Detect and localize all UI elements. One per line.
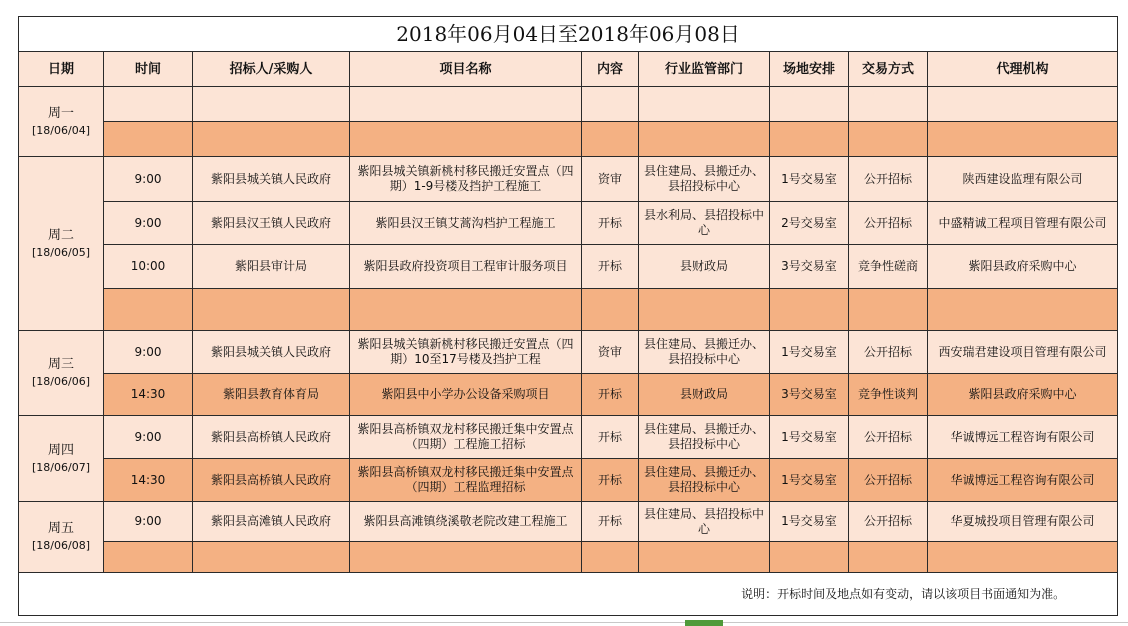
day-date: [18/06/08] <box>32 539 90 552</box>
cell-time: 9:00 <box>104 502 193 542</box>
day-name: 周五 <box>47 521 74 536</box>
cell-agency: 紫阳县政府采购中心 <box>928 245 1118 289</box>
table-row <box>19 202 1118 245</box>
cell-project: 紫阳县政府投资项目工程审计服务项目 <box>350 245 582 289</box>
cell-project: 紫阳县高滩镇绕溪敬老院改建工程施工 <box>350 502 582 542</box>
cell-owner: 紫阳县审计局 <box>193 245 350 289</box>
day-tuesday <box>19 157 104 331</box>
day-date: [18/06/04] <box>32 123 90 137</box>
day-thursday <box>19 416 104 502</box>
table-row <box>19 157 1118 202</box>
schedule-title: 2018年06月04日至2018年06月08日 <box>19 17 1118 52</box>
day-date: [18/06/06] <box>32 375 90 388</box>
cell-content: 资审 <box>582 331 639 374</box>
day-name: 周四 <box>47 442 74 458</box>
day-name: 周二 <box>47 227 74 243</box>
header-owner: 招标人/采购人 <box>193 52 350 87</box>
scroll-indicator[interactable] <box>685 620 723 626</box>
header-date: 日期 <box>19 52 104 87</box>
table-row <box>19 289 1118 331</box>
cell-method: 公开招标 <box>849 331 928 374</box>
cell-content: 开标 <box>582 459 639 502</box>
cell-venue: 1号交易室 <box>770 502 849 542</box>
table-row <box>19 416 1118 459</box>
day-date: [18/06/05] <box>32 245 90 259</box>
cell-content: 开标 <box>582 202 639 245</box>
cell-owner: 紫阳县高桥镇人民政府 <box>193 459 350 502</box>
cell-method: 公开招标 <box>849 157 928 202</box>
table-row <box>19 87 1118 122</box>
cell-method: 公开招标 <box>849 416 928 459</box>
cell-agency: 华夏城投项目管理有限公司 <box>928 502 1118 542</box>
cell-project: 紫阳县城关镇新桃村移民搬迁安置点（四期）10至17号楼及挡护工程 <box>350 331 582 374</box>
cell-dept: 县住建局、县搬迁办、县招投标中心 <box>639 416 770 459</box>
cell-venue: 1号交易室 <box>770 416 849 459</box>
cell-content: 开标 <box>582 502 639 542</box>
cell-venue: 3号交易室 <box>770 245 849 289</box>
table-row <box>19 542 1118 573</box>
cell-method: 公开招标 <box>849 459 928 502</box>
cell-agency: 中盛精诚工程项目管理有限公司 <box>928 202 1118 245</box>
cell-content: 开标 <box>582 374 639 416</box>
cell-method: 公开招标 <box>849 202 928 245</box>
cell-project: 紫阳县城关镇新桃村移民搬迁安置点（四期）1-9号楼及挡护工程施工 <box>350 157 582 202</box>
table-row <box>19 122 1118 157</box>
day-name: 周三 <box>47 357 74 372</box>
table-row <box>19 245 1118 289</box>
cell-dept: 县住建局、县搬迁办、县招投标中心 <box>639 459 770 502</box>
header-agency: 代理机构 <box>928 52 1118 87</box>
cell-venue: 2号交易室 <box>770 202 849 245</box>
cell-dept: 县住建局、县搬迁办、县招投标中心 <box>639 331 770 374</box>
cell-method: 公开招标 <box>849 502 928 542</box>
cell-venue: 3号交易室 <box>770 374 849 416</box>
cell-dept: 县水利局、县招投标中心 <box>639 202 770 245</box>
cell-dept: 县住建局、县搬迁办、县招投标中心 <box>639 157 770 202</box>
cell-agency: 陕西建设监理有限公司 <box>928 157 1118 202</box>
cell-content: 开标 <box>582 245 639 289</box>
cell-time: 14:30 <box>104 459 193 502</box>
cell-project: 紫阳县高桥镇双龙村移民搬迁集中安置点（四期）工程监理招标 <box>350 459 582 502</box>
cell-time: 14:30 <box>104 374 193 416</box>
table-row <box>19 459 1118 502</box>
cell-project: 紫阳县高桥镇双龙村移民搬迁集中安置点（四期）工程施工招标 <box>350 416 582 459</box>
day-monday <box>19 87 104 157</box>
header-row <box>19 52 1118 87</box>
cell-venue: 1号交易室 <box>770 157 849 202</box>
cell-venue: 1号交易室 <box>770 331 849 374</box>
cell-agency: 紫阳县政府采购中心 <box>928 374 1118 416</box>
header-time: 时间 <box>104 52 193 87</box>
header-dept: 行业监管部门 <box>639 52 770 87</box>
cell-project: 紫阳县中小学办公设备采购项目 <box>350 374 582 416</box>
day-date: [18/06/07] <box>32 460 90 474</box>
schedule-table <box>18 16 1118 616</box>
header-content: 内容 <box>582 52 639 87</box>
cell-dept: 县财政局 <box>639 245 770 289</box>
cell-owner: 紫阳县高桥镇人民政府 <box>193 416 350 459</box>
cell-project: 紫阳县汉王镇艾蒿沟档护工程施工 <box>350 202 582 245</box>
cell-content: 开标 <box>582 416 639 459</box>
cell-owner: 紫阳县高滩镇人民政府 <box>193 502 350 542</box>
cell-time: 9:00 <box>104 202 193 245</box>
schedule-note: 说明：开标时间及地点如有变动，请以该项目书面通知为准。 <box>19 573 1118 616</box>
cell-dept: 县住建局、县招投标中心 <box>639 502 770 542</box>
table-row <box>19 374 1118 416</box>
cell-dept: 县财政局 <box>639 374 770 416</box>
cell-agency: 西安瑞君建设项目管理有限公司 <box>928 331 1118 374</box>
day-friday <box>19 502 104 573</box>
cell-owner: 紫阳县城关镇人民政府 <box>193 331 350 374</box>
table-row <box>19 502 1118 542</box>
cell-time: 10:00 <box>104 245 193 289</box>
header-project: 项目名称 <box>350 52 582 87</box>
cell-agency: 华诚博远工程咨询有限公司 <box>928 416 1118 459</box>
cell-owner: 紫阳县汉王镇人民政府 <box>193 202 350 245</box>
day-wednesday <box>19 331 104 416</box>
cell-owner: 紫阳县城关镇人民政府 <box>193 157 350 202</box>
cell-agency: 华诚博远工程咨询有限公司 <box>928 459 1118 502</box>
day-name: 周一 <box>47 105 74 121</box>
cell-method: 竞争性磋商 <box>849 245 928 289</box>
header-venue: 场地安排 <box>770 52 849 87</box>
cell-content: 资审 <box>582 157 639 202</box>
sheet-bottom-border <box>0 622 1128 623</box>
table-row <box>19 331 1118 374</box>
cell-time: 9:00 <box>104 157 193 202</box>
cell-owner: 紫阳县教育体育局 <box>193 374 350 416</box>
cell-venue: 1号交易室 <box>770 459 849 502</box>
cell-time: 9:00 <box>104 331 193 374</box>
cell-time: 9:00 <box>104 416 193 459</box>
header-method: 交易方式 <box>849 52 928 87</box>
cell-method: 竞争性谈判 <box>849 374 928 416</box>
